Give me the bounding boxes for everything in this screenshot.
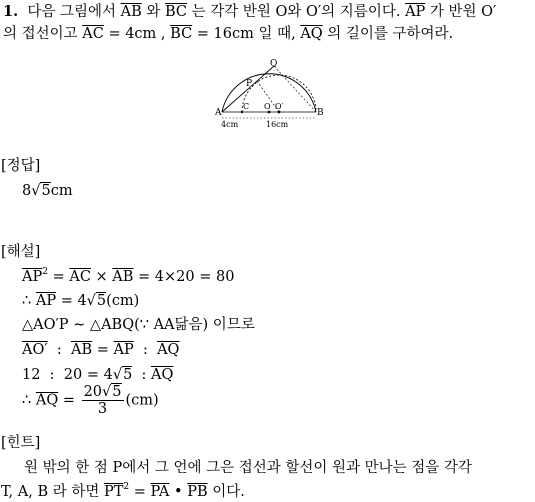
fraction bbox=[82, 384, 124, 417]
segment-ap: $\overline{AP}$ bbox=[113, 342, 134, 358]
radicand: 5 bbox=[96, 293, 107, 309]
text: 는 각각 반원 O와 O′의 지름이다. bbox=[191, 4, 401, 20]
solution-step-4 bbox=[22, 341, 179, 359]
label-q: Q bbox=[270, 59, 278, 69]
therefore-symbol: ∴ bbox=[22, 293, 32, 309]
text: 와 bbox=[146, 4, 161, 20]
semicircle-diagram bbox=[212, 58, 322, 130]
text: = 16cm 일 때, bbox=[196, 26, 296, 42]
point-c bbox=[241, 111, 243, 113]
answer-coef: 8 bbox=[22, 183, 32, 199]
text: 12 : 20 = 4 bbox=[22, 367, 113, 383]
exponent: 2 bbox=[42, 267, 48, 277]
segment-ap: $\overline{AP}$ bbox=[22, 269, 43, 285]
segment-pb: $\overline{PB}$ bbox=[187, 484, 208, 500]
segment-bc: $\overline{BC}$ bbox=[165, 4, 188, 20]
solution-step-3: △AO′P ∼ △ABQ(∵ AA닮음) 이므로 bbox=[22, 317, 255, 333]
label-o-prime: O′ bbox=[275, 102, 284, 111]
segment-pt: $\overline{PT}$ bbox=[103, 484, 124, 500]
hint-header: [힌트] bbox=[1, 435, 41, 451]
dim-ac: 4cm bbox=[221, 120, 239, 129]
fraction-denominator: 3 bbox=[97, 401, 108, 417]
solution-header: [해설] bbox=[1, 244, 41, 260]
equals: = bbox=[52, 269, 65, 285]
unit: (cm) bbox=[106, 293, 140, 309]
times: × bbox=[95, 269, 108, 285]
text: 이다. bbox=[212, 484, 245, 500]
point-o bbox=[268, 111, 271, 114]
hint-line-1: 원 밖의 한 점 P에서 그 언에 그은 접선과 할선이 원과 만나는 점을 각각 bbox=[24, 460, 472, 476]
text: 의 접선이고 bbox=[3, 26, 78, 42]
dim-cb: 16cm bbox=[266, 120, 289, 129]
fraction-numerator: 20√5 bbox=[83, 384, 122, 400]
segment-aq: $\overline{AQ}$ bbox=[157, 342, 180, 358]
answer-unit: cm bbox=[50, 183, 73, 199]
problem-line-1 bbox=[3, 3, 496, 21]
segment-aq: $\overline{AQ}$ bbox=[35, 392, 59, 409]
text: = 4×20 = 80 bbox=[138, 269, 235, 285]
solution-step-5: 12 : 20 = 4√5 : $\overline{AQ}$ bbox=[22, 367, 174, 383]
colon: : bbox=[47, 342, 71, 358]
equals: = bbox=[96, 342, 109, 358]
therefore-symbol: ∴ bbox=[22, 392, 32, 409]
label-a: A bbox=[215, 108, 222, 118]
equals: = bbox=[62, 392, 75, 409]
problem-number: 1. bbox=[3, 3, 19, 20]
segment-bc: $\overline{BC}$ bbox=[170, 26, 193, 42]
segment-ac: $\overline{AC}$ bbox=[82, 26, 104, 42]
label-o: O bbox=[264, 102, 271, 111]
answer-header: [정답] bbox=[1, 158, 41, 174]
segment-ab: $\overline{AB}$ bbox=[70, 342, 93, 358]
answer-value: 8√5cm bbox=[22, 183, 73, 199]
label-p: P bbox=[246, 79, 253, 89]
label-c: C bbox=[243, 102, 250, 111]
solution-step-1 bbox=[22, 268, 234, 286]
segment-ao-prime: AO′ bbox=[22, 342, 48, 358]
colon: : bbox=[132, 367, 147, 383]
label-b: B bbox=[317, 108, 324, 118]
segment-ap: $\overline{AP}$ bbox=[405, 4, 426, 20]
solution-step-6 bbox=[22, 384, 159, 417]
segment-aq: $\overline{AQ}$ bbox=[300, 26, 323, 42]
unit: (cm) bbox=[125, 392, 159, 409]
text: 의 길이를 구하여라. bbox=[327, 26, 454, 42]
bullet-operator: • bbox=[174, 484, 183, 500]
solution-step-2: ∴ $\overline{AP} = 4√5(cm)$ bbox=[22, 293, 140, 309]
text: = 4 bbox=[60, 293, 87, 309]
segment-ap: $\overline{AP}$ bbox=[35, 293, 57, 309]
numerator-radicand: 5 bbox=[112, 384, 122, 400]
equals: = bbox=[133, 484, 146, 500]
segment-aq: $\overline{AQ}$ bbox=[151, 367, 174, 383]
text: 가 반원 O′ bbox=[429, 4, 497, 20]
text: = 4cm , bbox=[108, 26, 166, 42]
colon: : bbox=[133, 342, 158, 358]
segment-ab: $\overline{AB}$ bbox=[112, 269, 134, 285]
exponent: 2 bbox=[123, 482, 130, 492]
answer-radicand: 5 bbox=[41, 183, 51, 199]
hint-line-2 bbox=[1, 483, 245, 501]
segment-ac: $\overline{AC}$ bbox=[69, 269, 91, 285]
segment-pa: $\overline{PA}$ bbox=[150, 484, 170, 500]
text: 다음 그림에서 bbox=[27, 4, 117, 20]
segment-ab: $\overline{AB}$ bbox=[120, 4, 142, 20]
problem-line-2 bbox=[3, 25, 453, 43]
radicand: 5 bbox=[123, 367, 133, 383]
text: T, A, B 라 하면 bbox=[1, 484, 100, 500]
numerator-coef: 20 bbox=[83, 384, 103, 400]
point-o-prime bbox=[278, 111, 281, 114]
